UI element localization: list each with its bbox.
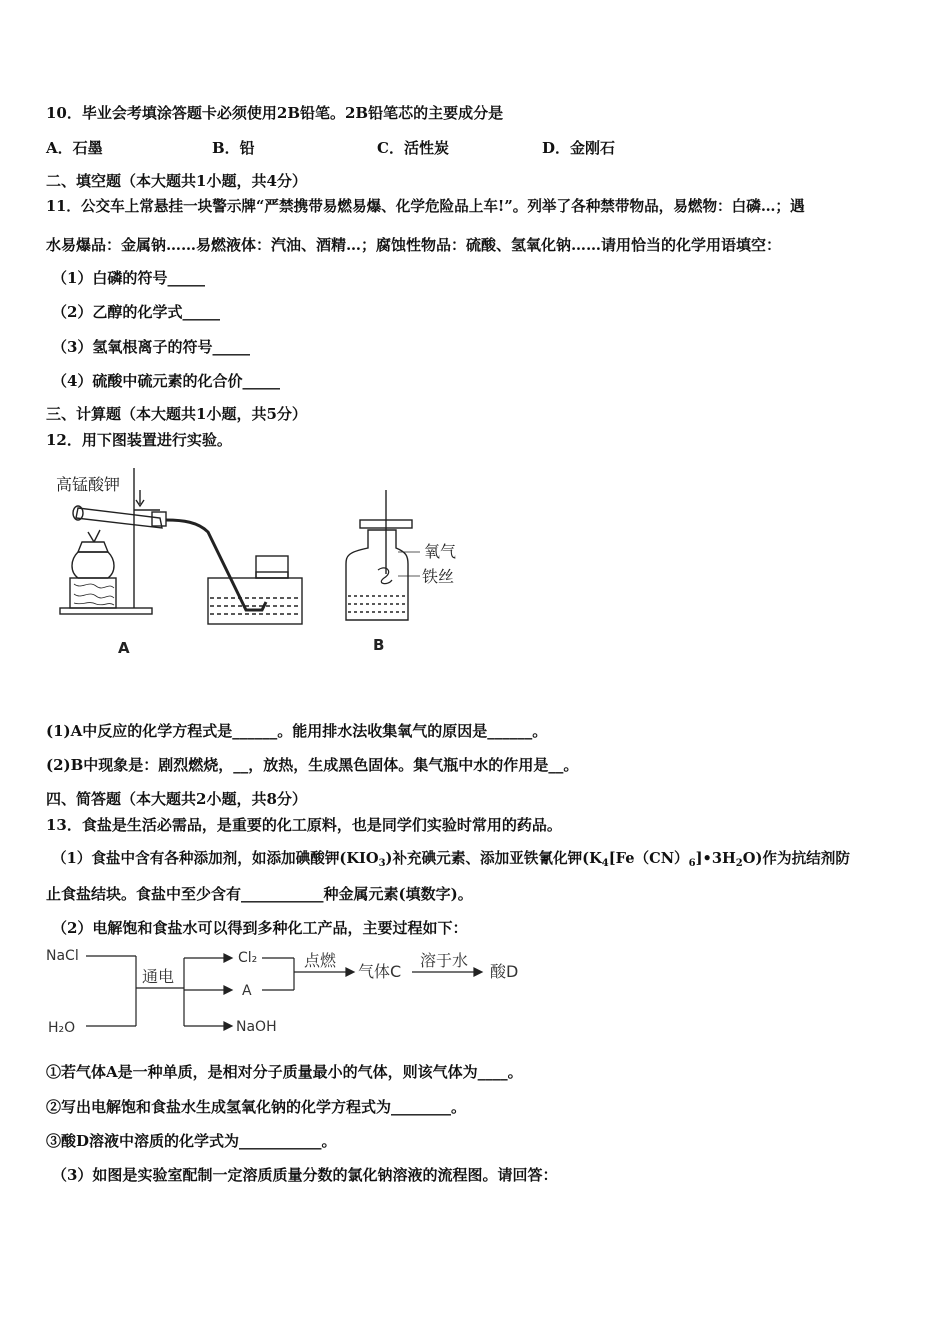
q11-stem-line2: 水易爆品：金属钠……易燃液体：汽油、酒精…；腐蚀性物品：硫酸、氢氧化钠……请用恰当的化学用语填空： [46,236,782,254]
q11-item-2: （2）乙醇的化学式_____ [52,303,220,321]
q13-subq3: ③酸D溶液中溶质的化学式为___________。 [46,1132,337,1150]
flow-naoh: NaOH [236,1019,277,1035]
flow-a: A [242,983,252,999]
q10-option-d: D．金刚石 [542,139,616,157]
q11-item-4: （4）硫酸中硫元素的化合价_____ [52,372,280,390]
section2-title: 二、填空题（本大题共1小题，共4分） [46,172,307,190]
flow-electrolysis: 通电 [142,967,175,986]
q12-apparatus-figure [48,460,478,670]
flow-cl2: Cl₂ [238,950,258,966]
q13-stem: 13．食盐是生活必需品，是重要的化工原料，也是同学们实验时常用的药品。 [46,816,562,834]
q12-sub2: (2)B中现象是：剧烈燃烧，__，放热，生成黑色固体。集气瓶中水的作用是__。 [46,756,579,774]
q13-part1-line1: （1）食盐中含有各种添加剂，如添加碘酸钾$(KIO_3)$补充碘元素、添加亚铁氰化钾$(K_4[Fe(CN)_6]•3H_2O)$作为抗结剂防 [52,850,850,869]
flow-ignite: 点燃 [304,951,337,970]
label-iron-wire: 铁丝 [422,567,455,586]
flow-nacl: NaCl [46,948,79,964]
label-a: A [118,639,130,657]
q10-option-b: B．铅 [212,139,255,157]
label-b: B [373,636,385,654]
q10-option-c: C．活性炭 [377,139,449,157]
q12-stem: 12．用下图装置进行实验。 [46,431,232,449]
q10-option-a: A．石墨 [46,139,103,157]
q13-subq2: ②写出电解饱和食盐水生成氢氧化钠的化学方程式为________。 [46,1098,467,1116]
label-oxygen: 氧气 [424,542,457,561]
q13-part2: （2）电解饱和食盐水可以得到多种化工产品，主要过程如下： [52,919,468,937]
section3-title: 三、计算题（本大题共1小题，共5分） [46,405,307,423]
q11-stem-line1: 11．公交车上常悬挂一块警示牌“严禁携带易燃易爆、化学危险品上车!”。列举了各种禁带物品，易燃物：白磷…；遇 [46,198,805,215]
q10-stem: 10．毕业会考填涂答题卡必须使用2B铅笔。2B铅笔芯的主要成分是 [46,104,504,122]
flow-gas-c: 气体C [358,962,402,981]
section4-title: 四、简答题（本大题共2小题，共8分） [46,790,307,808]
q13-part3: （3）如图是实验室配制一定溶质质量分数的氯化钠溶液的流程图。请回答： [52,1166,558,1184]
flow-dissolve: 溶于水 [420,951,469,970]
q13-part1-line2: 止食盐结块。食盐中至少含有___________种金属元素(填数字)。 [46,885,473,903]
q13-subq1: ①若气体A是一种单质，是相对分子质量最小的气体，则该气体为____。 [46,1063,523,1081]
flow-h2o: H₂O [48,1020,76,1036]
label-kmno4: 高锰酸钾 [56,475,121,494]
q11-item-1: （1）白磷的符号_____ [52,269,205,287]
q11-item-3: （3）氢氧根离子的符号_____ [52,338,250,356]
q12-sub1: (1)A中反应的化学方程式是______。能用排水法收集氧气的原因是______。 [46,722,548,740]
electrolysis-flow-diagram [44,944,544,1040]
flow-acid-d: 酸D [490,962,519,981]
